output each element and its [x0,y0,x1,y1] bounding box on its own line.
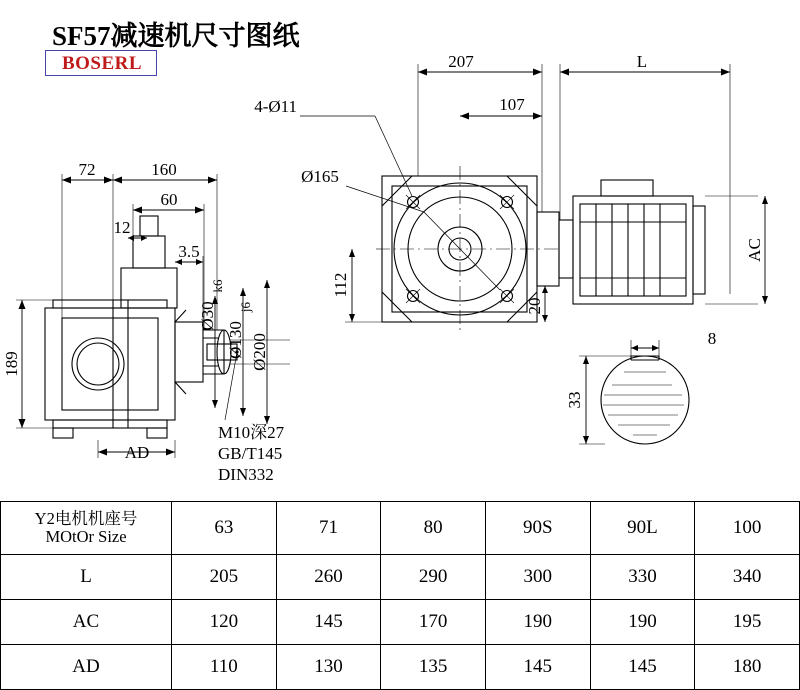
table-cell: 100 [695,502,800,555]
dim-AC: AC [745,238,764,262]
dim-4-holes: 4-Ø11 [254,97,297,116]
row-label-line2: MOtOr Size [45,527,127,546]
table-cell: 145 [590,645,695,690]
dim-60: 60 [160,190,178,209]
dim-d30: Ø30 [198,301,217,331]
table-cell: 145 [276,600,381,645]
table-cell: 63 [172,502,277,555]
note-standard-gb: GB/T145 [218,444,283,463]
row-label-L: L [1,555,172,600]
dim-20: 20 [525,297,544,315]
table-cell: 130 [276,645,381,690]
table-cell: 120 [172,600,277,645]
table-cell: 110 [172,645,277,690]
table-cell: 330 [590,555,695,600]
table-cell: 205 [172,555,277,600]
table-cell: 260 [276,555,381,600]
dim-d130: Ø130 [226,321,245,359]
table-cell: 190 [485,600,590,645]
dim-AD: AD [124,443,150,462]
table-cell: 71 [276,502,381,555]
dim-d30-tol: k6 [210,279,225,293]
dim-112: 112 [331,272,350,298]
note-standard-din: DIN332 [218,465,274,484]
table-row [1,645,800,690]
dim-107: 107 [499,95,525,114]
table-cell: 90S [485,502,590,555]
dim-d200: Ø200 [250,333,269,371]
dim-8: 8 [707,329,717,348]
table-cell: 290 [381,555,486,600]
dim-L: L [636,52,648,71]
row-label-AD: AD [1,645,172,690]
dim-d165: Ø165 [301,167,339,186]
dim-3-5: 3.5 [178,242,200,261]
spec-table [0,501,800,690]
table-row [1,502,800,555]
table-cell: 90L [590,502,695,555]
table-row [1,555,800,600]
table-cell: 190 [590,600,695,645]
table-cell: 135 [381,645,486,690]
row-label-AC: AC [1,600,172,645]
table-cell: 80 [381,502,486,555]
brand-logo-text: BOSERL [61,53,143,74]
dim-d130-tol: j6 [238,301,253,313]
note-thread: M10深27 [218,423,285,442]
dim-72: 72 [78,160,96,179]
row-label-line1: Y2电机机座号 [34,509,138,529]
table-cell: 340 [695,555,800,600]
dim-12: 12 [113,218,131,237]
table-cell: 145 [485,645,590,690]
table-row [1,600,800,645]
dim-189: 189 [2,351,21,377]
dim-207: 207 [448,52,474,71]
dim-160: 160 [151,160,177,179]
table-cell: 300 [485,555,590,600]
table-cell: 180 [695,645,800,690]
table-cell: 195 [695,600,800,645]
table-cell: 170 [381,600,486,645]
dim-33: 33 [565,391,584,409]
page-title: SF57减速机尺寸图纸 [52,21,300,51]
row-label-motor-size [1,502,172,555]
